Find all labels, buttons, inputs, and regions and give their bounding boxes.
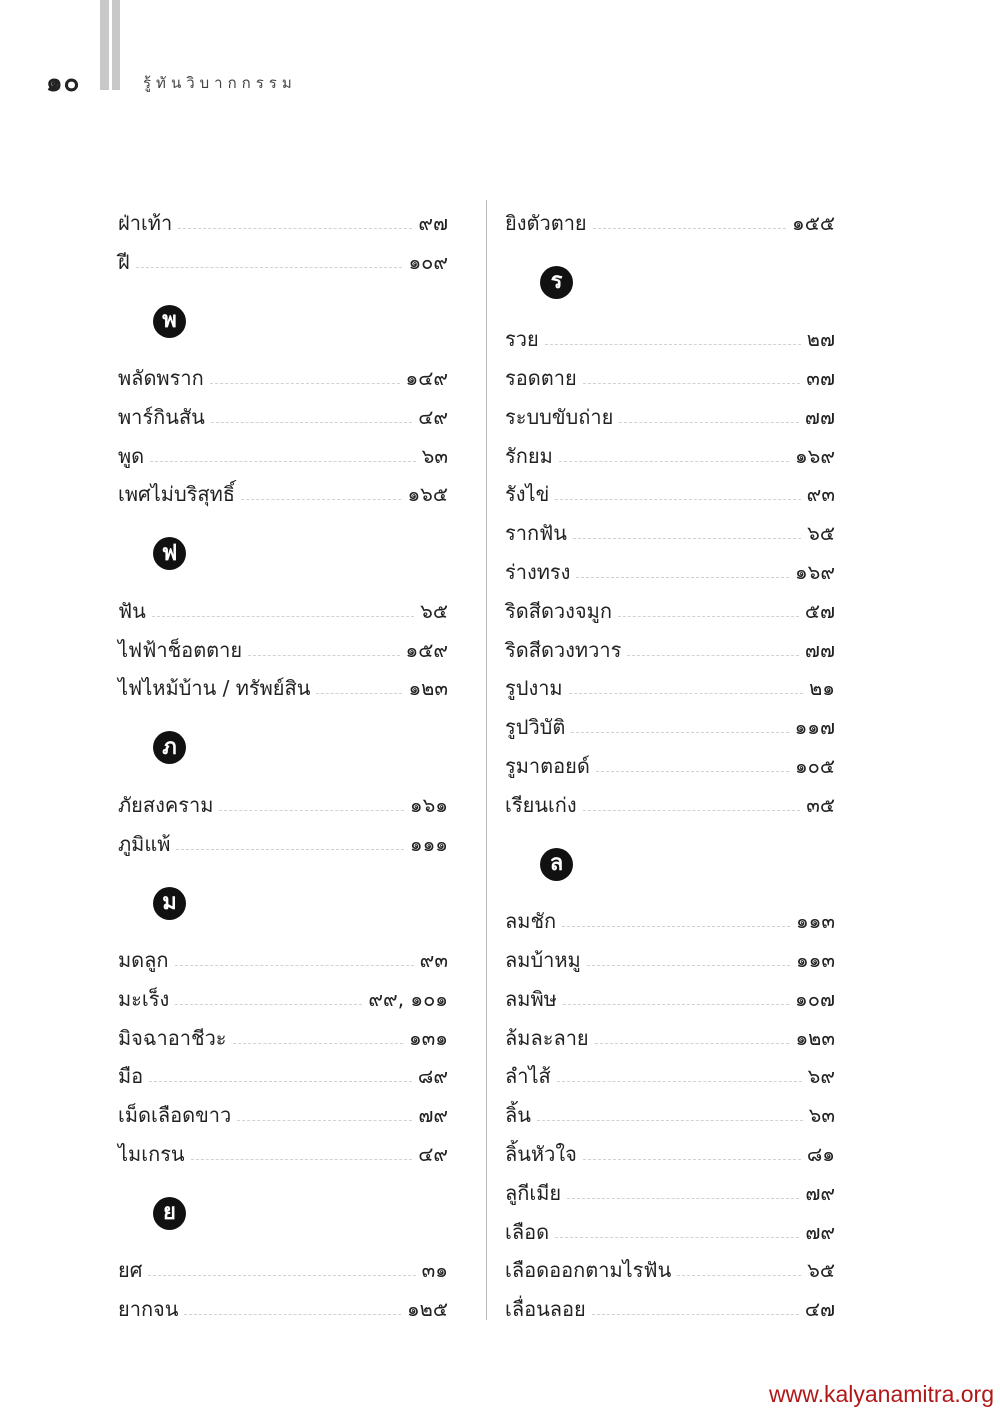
dotted-leader xyxy=(241,499,401,500)
index-entry xyxy=(505,702,835,741)
dotted-leader xyxy=(583,810,801,811)
index-entry xyxy=(505,974,835,1013)
index-entry xyxy=(505,353,835,392)
index-entry xyxy=(118,625,448,664)
index-entry xyxy=(505,625,835,664)
index-entry xyxy=(505,1284,835,1323)
index-term: รอดตาย xyxy=(505,365,577,390)
dotted-leader xyxy=(150,461,415,462)
index-entry xyxy=(505,1090,835,1129)
dotted-leader xyxy=(176,849,403,850)
index-entry xyxy=(118,237,448,276)
index-entry xyxy=(118,935,448,974)
page-reference: ๙๙, ๑๐๑ xyxy=(368,986,448,1011)
page-reference: ๑๑๑ xyxy=(409,831,448,856)
section-letter-badge: ฟ xyxy=(153,537,186,570)
index-term: ไฟฟ้าช็อตตาย xyxy=(118,637,243,662)
index-term: รูปงาม xyxy=(505,676,563,701)
dotted-leader xyxy=(595,1043,790,1044)
book-title: รู้ทันวิบากกรรม xyxy=(143,74,297,92)
dotted-leader xyxy=(567,1198,799,1199)
dotted-leader xyxy=(555,499,800,500)
section-letter-badge: ย xyxy=(153,1197,186,1230)
index-term: ฝี xyxy=(118,249,130,274)
index-entry xyxy=(118,1246,448,1285)
index-term: พาร์กินสัน xyxy=(118,404,205,429)
index-term: ยากจน xyxy=(118,1297,179,1322)
page-reference: ๑๔๙ xyxy=(405,365,448,390)
page-reference: ๗๙ xyxy=(418,1103,448,1128)
page-reference: ๑๐๙ xyxy=(408,249,448,274)
index-term: ฝ่าเท้า xyxy=(118,210,173,235)
dotted-leader xyxy=(211,422,412,423)
index-entry xyxy=(505,780,835,819)
dotted-leader xyxy=(191,1159,413,1160)
dotted-leader xyxy=(627,655,799,656)
dotted-leader xyxy=(562,926,790,927)
dotted-leader xyxy=(569,693,803,694)
index-term: ยิงตัวตาย xyxy=(505,210,587,235)
dotted-leader xyxy=(596,771,789,772)
section-letter-badge: ม xyxy=(153,887,186,920)
dotted-leader xyxy=(563,1004,789,1005)
index-entry xyxy=(505,664,835,703)
index-term: ริดสีดวงทวาร xyxy=(505,637,622,662)
section-letter-block xyxy=(505,819,835,897)
dotted-leader xyxy=(559,461,789,462)
section-letter-badge: ล xyxy=(540,848,573,881)
index-term: ไมเกรน xyxy=(118,1141,185,1166)
page-reference: ๔๗ xyxy=(804,1297,835,1322)
index-term: ยศ xyxy=(118,1258,143,1283)
index-term: ลมพิษ xyxy=(505,986,557,1011)
index-term: ระบบขับถ่าย xyxy=(505,404,614,429)
dotted-leader xyxy=(316,693,402,694)
column-divider xyxy=(486,200,487,1320)
page-reference: ๗๗ xyxy=(804,637,835,662)
index-entry xyxy=(505,470,835,509)
index-entry xyxy=(118,392,448,431)
index-term: ภูมิแพ้ xyxy=(118,831,171,856)
index-entry xyxy=(505,314,835,353)
dotted-leader xyxy=(175,965,414,966)
page-reference: ๘๑ xyxy=(806,1141,835,1166)
dotted-leader xyxy=(592,1314,799,1315)
dotted-leader xyxy=(537,1120,803,1121)
index-entry xyxy=(118,1052,448,1091)
index-entry xyxy=(505,198,835,237)
page-reference: ๒๑ xyxy=(809,676,835,701)
dotted-leader xyxy=(148,1275,415,1276)
page-reference: ๙๗ xyxy=(418,210,448,235)
index-term: ลิ้น xyxy=(505,1103,531,1128)
section-letter-block xyxy=(118,1168,448,1246)
dotted-leader xyxy=(555,1237,799,1238)
dotted-leader xyxy=(152,616,414,617)
page-reference: ๖๙ xyxy=(807,1064,835,1089)
index-entry xyxy=(505,392,835,431)
page-reference: ๑๓๑ xyxy=(408,1025,448,1050)
index-term: ลมบ้าหมู xyxy=(505,947,581,972)
index-term: รักยม xyxy=(505,443,553,468)
dotted-leader xyxy=(576,577,789,578)
index-entry xyxy=(118,664,448,703)
index-term: รูมาตอยด์ xyxy=(505,753,590,778)
index-entry xyxy=(118,1090,448,1129)
index-term: เลื่อนลอย xyxy=(505,1297,586,1322)
page-reference: ๑๒๓ xyxy=(408,676,448,701)
page-reference: ๖๕ xyxy=(420,598,448,623)
index-term: ฟัน xyxy=(118,598,146,623)
page-reference: ๖๓ xyxy=(421,443,448,468)
index-entry xyxy=(118,1129,448,1168)
section-letter-badge: ร xyxy=(540,266,573,299)
dotted-leader xyxy=(557,1081,802,1082)
dotted-leader xyxy=(677,1275,801,1276)
index-entry xyxy=(505,741,835,780)
section-letter-block xyxy=(118,858,448,936)
index-entry xyxy=(505,586,835,625)
footer-url[interactable]: www.kalyanamitra.org xyxy=(769,1381,994,1407)
page-reference: ๖๓ xyxy=(808,1103,835,1128)
page-reference: ๗๗ xyxy=(804,404,835,429)
index-entry xyxy=(118,198,448,237)
page-reference: ๒๗ xyxy=(806,327,835,352)
page-reference: ๑๑๗ xyxy=(794,715,835,740)
dotted-leader xyxy=(149,1081,412,1082)
index-term: พูด xyxy=(118,443,145,468)
page-reference: ๓๕ xyxy=(806,792,835,817)
page-reference: ๑๐๕ xyxy=(794,753,835,778)
page-reference: ๗๙ xyxy=(805,1219,835,1244)
index-entry xyxy=(505,1052,835,1091)
index-term: ลำไส้ xyxy=(505,1064,551,1089)
index-entry xyxy=(505,547,835,586)
section-letter-block xyxy=(118,508,448,586)
dotted-leader xyxy=(136,267,403,268)
index-entry xyxy=(118,353,448,392)
section-letter-block xyxy=(118,276,448,354)
index-term: รังไข่ xyxy=(505,482,550,507)
page-reference: ๑๖๙ xyxy=(794,443,835,468)
index-entry xyxy=(505,1246,835,1285)
page-reference: ๓๗ xyxy=(806,365,835,390)
dotted-leader xyxy=(619,422,799,423)
index-entry xyxy=(505,1207,835,1246)
page-reference: ๔๙ xyxy=(418,404,448,429)
index-entry xyxy=(505,896,835,935)
index-term: มือ xyxy=(118,1064,144,1089)
page-reference: ๑๒๓ xyxy=(795,1025,835,1050)
index-entry xyxy=(505,935,835,974)
index-entry xyxy=(118,780,448,819)
page-reference: ๑๒๕ xyxy=(406,1297,448,1322)
page-reference: ๑๑๓ xyxy=(795,947,835,972)
index-term: มิจฉาอาชีวะ xyxy=(118,1025,227,1050)
dotted-leader xyxy=(233,1043,403,1044)
index-entry xyxy=(505,1013,835,1052)
dotted-leader xyxy=(248,655,399,656)
index-term: รากฟัน xyxy=(505,521,567,546)
index-entry xyxy=(118,974,448,1013)
index-term: ไฟไหม้บ้าน / ทรัพย์สิน xyxy=(118,676,311,701)
index-term: เลือด xyxy=(505,1219,550,1244)
index-term: มดลูก xyxy=(118,947,169,972)
page-reference: ๑๖๑ xyxy=(409,792,448,817)
dotted-leader xyxy=(583,383,801,384)
index-entry xyxy=(118,470,448,509)
page-number: ๑๐ xyxy=(46,68,81,98)
index-term: ลิ้นหัวใจ xyxy=(505,1141,577,1166)
dotted-leader xyxy=(618,616,799,617)
dotted-leader xyxy=(571,732,788,733)
dotted-leader xyxy=(219,810,403,811)
dotted-leader xyxy=(587,965,790,966)
page-reference: ๑๖๙ xyxy=(794,559,835,584)
dotted-leader xyxy=(545,344,801,345)
index-term: รูปวิบัติ xyxy=(505,715,566,740)
index-entry xyxy=(118,586,448,625)
page-reference: ๓๑ xyxy=(421,1258,448,1283)
index-term: ลูกีเมีย xyxy=(505,1180,562,1205)
index-entry xyxy=(505,431,835,470)
page-reference: ๖๕ xyxy=(807,521,835,546)
page-reference: ๑๕๙ xyxy=(405,637,448,662)
index-entry xyxy=(505,508,835,547)
dotted-leader xyxy=(175,1004,362,1005)
index-entry xyxy=(118,819,448,858)
section-letter-badge: ภ xyxy=(153,731,186,764)
page-reference: ๙๓ xyxy=(806,482,835,507)
section-letter-block xyxy=(118,702,448,780)
page-reference: ๙๓ xyxy=(419,947,448,972)
page-reference: ๘๙ xyxy=(417,1064,448,1089)
index-term: พลัดพราก xyxy=(118,365,204,390)
page-reference: ๑๑๓ xyxy=(795,909,835,934)
page-reference: ๗๙ xyxy=(805,1180,835,1205)
index-entry xyxy=(118,431,448,470)
index-term: ภัยสงคราม xyxy=(118,792,214,817)
dotted-leader xyxy=(593,228,786,229)
index-term: ริดสีดวงจมูก xyxy=(505,598,612,623)
index-term: เพศไม่บริสุทธิ์ xyxy=(118,482,235,507)
page-reference: ๔๙ xyxy=(418,1141,448,1166)
index-term: มะเร็ง xyxy=(118,986,170,1011)
index-column-left xyxy=(118,198,448,1323)
dotted-leader xyxy=(184,1314,401,1315)
index-term: รวย xyxy=(505,327,539,352)
page-reference: ๖๕ xyxy=(807,1258,835,1283)
section-letter-block xyxy=(505,237,835,315)
index-term: ร่างทรง xyxy=(505,559,571,584)
index-entry xyxy=(505,1129,835,1168)
header-tab-bar xyxy=(100,0,120,90)
index-entry xyxy=(118,1284,448,1323)
page-reference: ๑๖๕ xyxy=(407,482,448,507)
index-term: เม็ดเลือดขาว xyxy=(118,1103,232,1128)
dotted-leader xyxy=(237,1120,412,1121)
index-term: ล้มละลาย xyxy=(505,1025,589,1050)
index-entry xyxy=(505,1168,835,1207)
index-term: เลือดออกตามไรฟัน xyxy=(505,1258,672,1283)
page-reference: ๑๐๗ xyxy=(795,986,835,1011)
dotted-leader xyxy=(583,1159,801,1160)
dotted-leader xyxy=(573,538,801,539)
index-term: ลมชัก xyxy=(505,909,557,934)
index-term: เรียนเก่ง xyxy=(505,792,577,817)
index-entry xyxy=(118,1013,448,1052)
dotted-leader xyxy=(210,383,400,384)
dotted-leader xyxy=(178,228,412,229)
index-column-right xyxy=(505,198,835,1323)
page-reference: ๕๗ xyxy=(804,598,835,623)
section-letter-badge: พ xyxy=(153,305,186,338)
page-reference: ๑๕๕ xyxy=(792,210,835,235)
